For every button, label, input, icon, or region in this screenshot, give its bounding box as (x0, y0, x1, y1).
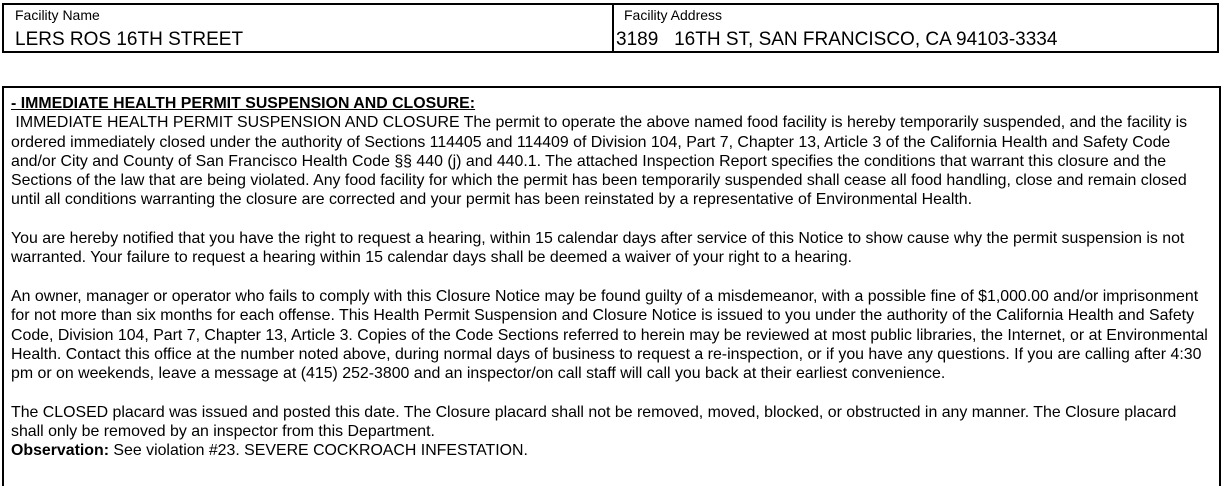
observation-label: Observation: (11, 442, 110, 460)
observation-line (11, 441, 1211, 460)
observation-text: See violation #23. SEVERE COCKROACH INFESTATION. (109, 442, 528, 460)
facility-address-cell (614, 5, 1217, 51)
facility-name-label: Facility Name (15, 7, 100, 23)
facility-name-value: LERS ROS 16TH STREET (15, 29, 244, 50)
notice-paragraph-hearing: You are hereby notified that you have the right to request a hearing, within 15 calendar days after service of this Notice to show cause why the permit suspension is not warranted. Your failure to request a hearing within 15 calendar days shall be deemed a waiver of your right to a hearing. (11, 230, 1185, 267)
facility-info-box (2, 3, 1219, 53)
facility-name-cell (4, 5, 614, 51)
facility-address-value: 3189 16TH ST, SAN FRANCISCO, CA 94103-3334 (616, 29, 1058, 50)
notice-paragraph-placard: The CLOSED placard was issued and posted this date. The Closure placard shall not be removed, moved, blocked, or obstructed in any manner. The Closure placard shall only be removed by an inspector from this Department. (11, 403, 1177, 441)
notice-paragraph-penalty: An owner, manager or operator who fails to comply with this Closure Notice may be found guilty of a misdemeanor, with a possible fine of $1,000.00 and/or imprisonment for not more than six months for each offense. This Health Permit Suspension and Closure Notice is issued to you under the authority of the California Health and Safety Code, Division 104, Part 7, Chapter 13, Article 3. Copies of the Code Sections referred to herein may be reviewed at most public libraries, the Internet, or at Environmental Health. Contact this office at the number noted above, during normal days of business to request a re-inspection, or if you have any questions. If you are calling after 4:30 pm or on weekends, leave a message at (415) 252-3800 and an inspector/on call staff will call you back at their earliest convenience. (11, 287, 1208, 383)
closure-notice-box (2, 86, 1221, 486)
notice-paragraph-suspension: IMMEDIATE HEALTH PERMIT SUSPENSION AND CLOSURE The permit to operate the above named food facility is hereby temporarily suspended, and the facility is ordered immediately closed under the authority of Sections 114405 and 114409 of Division 104, Part 7, Chapter 13, Article 3 of the California Health and Safety Code and/or City and County of San Francisco Health Code §§ 440 (j) and 440.1. The attached Inspection Report specifies the conditions that warrant this closure and the Sections of the law that are being violated. Any food facility for which the permit has been temporarily suspended shall cease all food handling, close and remain closed until all conditions warranting the closure are corrected and your permit has been reinstated by a representative of Environmental Health. (11, 114, 1192, 209)
facility-address-label: Facility Address (624, 7, 723, 23)
notice-heading: - IMMEDIATE HEALTH PERMIT SUSPENSION AND CLOSURE: (11, 95, 476, 112)
